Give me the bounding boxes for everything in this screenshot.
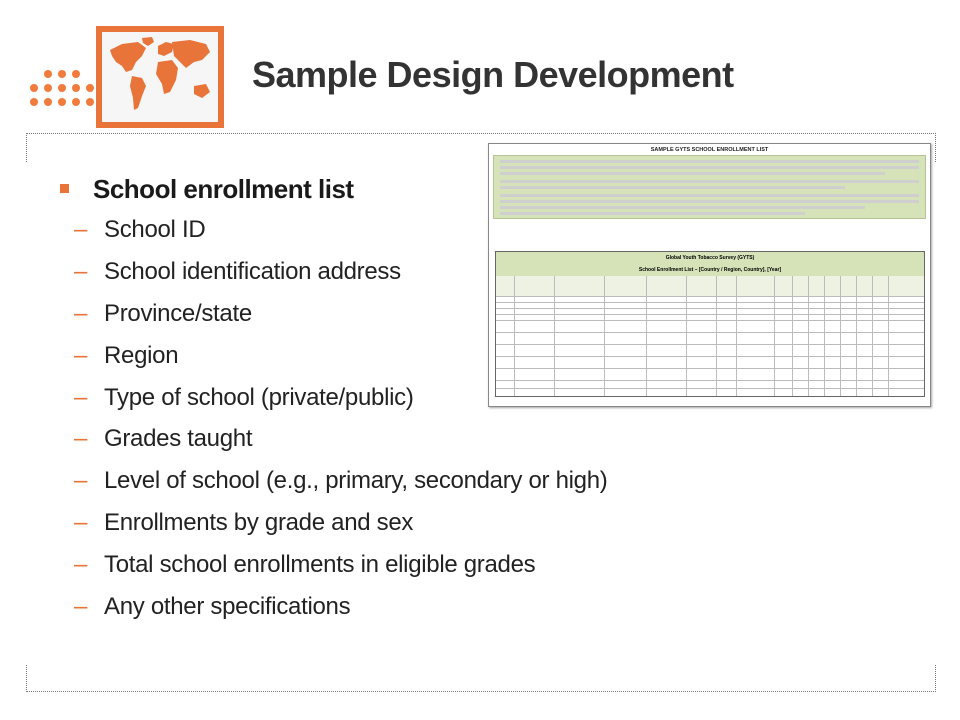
- slide-title: Sample Design Development: [252, 54, 734, 95]
- bullet-square-icon: [60, 184, 69, 193]
- world-map-icon: [102, 32, 218, 122]
- list-item: – Province/state: [74, 299, 252, 327]
- frame-bottom-border: [26, 665, 936, 692]
- list-item: – School identification address: [74, 257, 401, 285]
- list-item: – Level of school (e.g., primary, secondary or high): [74, 467, 608, 495]
- enrollment-list-thumbnail: [488, 143, 931, 407]
- thumbnail-title: SAMPLE GYTS SCHOOL ENROLLMENT LIST: [650, 147, 769, 153]
- list-item: – Type of school (private/public): [74, 383, 414, 411]
- enrollment-table-thumbnail: [495, 251, 925, 397]
- table-subtitle: School Enrollment List – [Country / Region, Country], [Year]: [638, 267, 782, 273]
- list-item: – Region: [74, 341, 179, 369]
- main-bullet-text: School enrollment list: [93, 174, 354, 204]
- list-item: – Grades taught: [74, 425, 253, 453]
- instructions-band: [493, 155, 926, 219]
- table-title: Global Youth Tobacco Survey (GYTS): [665, 255, 755, 261]
- main-bullet: [60, 174, 354, 205]
- list-item: – School ID: [74, 216, 206, 243]
- list-item: – Any other specifications: [74, 593, 351, 621]
- list-item: – Total school enrollments in eligible grades: [74, 551, 536, 579]
- list-item: – Enrollments by grade and sex: [74, 509, 414, 537]
